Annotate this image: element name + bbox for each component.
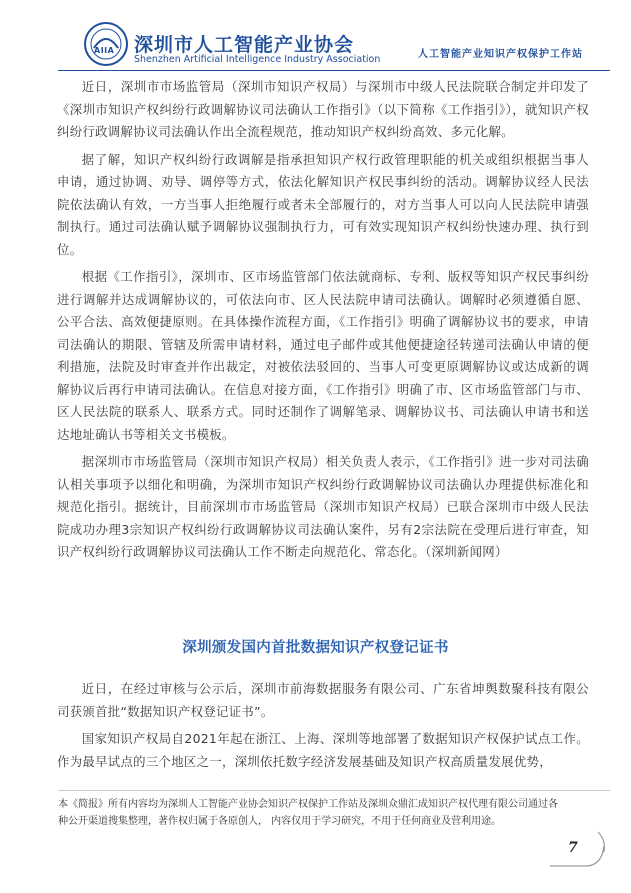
article-body	[57, 76, 589, 569]
page-header	[0, 0, 631, 68]
article-paragraph: 根据《工作指引》，深圳市、区市场监管部门依法就商标、专利、版权等知识产权民事纠纷进行调解并达成调解协议的，可依法向市、区人民法院申请司法确认。调解时必须遵循自愿、公平合法、高效便捷原则。在具体操作流程方面，《工作指引》明确了调解协议书的要求，申请司法确认的期限、管辖及所需申请材料，通过电子邮件或其他便捷途径转递司法确认申请的便利措施，法院及时审查并作出裁定，对被依法驳回的、当事人可变更原调解协议或达成新的调解协议后再行申请司法确认。在信息对接方面，《工作指引》明确了市、区市场监管部门与市、区人民法院的联系人、联系方式。同时还制作了调解笔录、调解协议书、司法确认申请书和送达地址确认书等相关文书模板。	[57, 269, 589, 442]
logo-text: AIIA	[94, 46, 115, 55]
footer-note: 本《简报》所有内容均为深圳人工智能产业协会知识产权保护工作站及深圳众鼎汇成知识产权代理有限公司通过各种公开渠道搜集整理，著作权归属于各原创人， 内容仅用于学习研究，不用于任何商业及营利用途。	[58, 799, 558, 827]
page-number-badge	[548, 826, 608, 870]
page-corner-decoration	[548, 826, 608, 870]
article-paragraph: 近日，深圳市市场监管局（深圳市知识产权局）与深圳市中级人民法院联合制定并印发了《深圳市知识产权纠纷行政调解协议司法确认工作指引》（以下简称《工作指引》），就知识产权纠纷行政调解协议司法确认作出全流程规范，推动知识产权纠纷高效、多元化解。	[57, 79, 589, 139]
article-paragraph: 据了解，知识产权纠纷行政调解是指承担知识产权行政管理职能的机关或组织根据当事人申请，通过协调、劝导、调停等方式，依法化解知识产权民事纠纷的活动。调解协议经人民法院依法确认有效，一方当事人拒绝履行或者未全部履行的，对方当事人可以向人民法院申请强制执行。通过司法确认赋予调解协议强制执行力，可有效实现知识产权纠纷快速办理、执行到位。	[57, 151, 589, 257]
article-paragraph: 国家知识产权局自2021年起在浙江、上海、深圳等地部署了数据知识产权保护试点工作。作为最早试点的三个地区之一，深圳依托数字经济发展基础及知识产权高质量发展优势，	[57, 731, 589, 769]
association-logo	[84, 22, 128, 66]
article-body-2	[57, 678, 589, 778]
page-number: 7	[568, 840, 578, 856]
article-headline: 深圳颁发国内首批数据知识产权登记证书	[182, 640, 449, 656]
organization-name-cn: 深圳市人工智能产业协会	[134, 34, 355, 56]
footer-divider	[58, 790, 610, 791]
article-paragraph: 据深圳市市场监管局（深圳市知识产权局）相关负责人表示，《工作指引》进一步对司法确认相关事项予以细化和明确，为深圳市知识产权纠纷行政调解协议司法确认办理提供标准化和规范化指引。据统计，目前深圳市市场监管局（深圳市知识产权局）已联合深圳市中级人民法院成功办理3宗知识产权纠纷行政调解协议司法确认案件，另有2宗法院在受理后进行审查，知识产权纠纷行政调解协议司法确认工作不断走向规范化、常态化。（深圳新闻网）	[57, 454, 589, 559]
organization-name-en: Shenzhen Artificial Intelligence Industry Association	[134, 54, 381, 65]
station-name: 人工智能产业知识产权保护工作站	[418, 49, 583, 60]
article-paragraph: 近日，在经过审核与公示后，深圳市前海数据服务有限公司、广东省坤舆数聚科技有限公司获颁首批“数据知识产权登记证书”。	[57, 681, 589, 719]
header-divider	[58, 70, 610, 71]
